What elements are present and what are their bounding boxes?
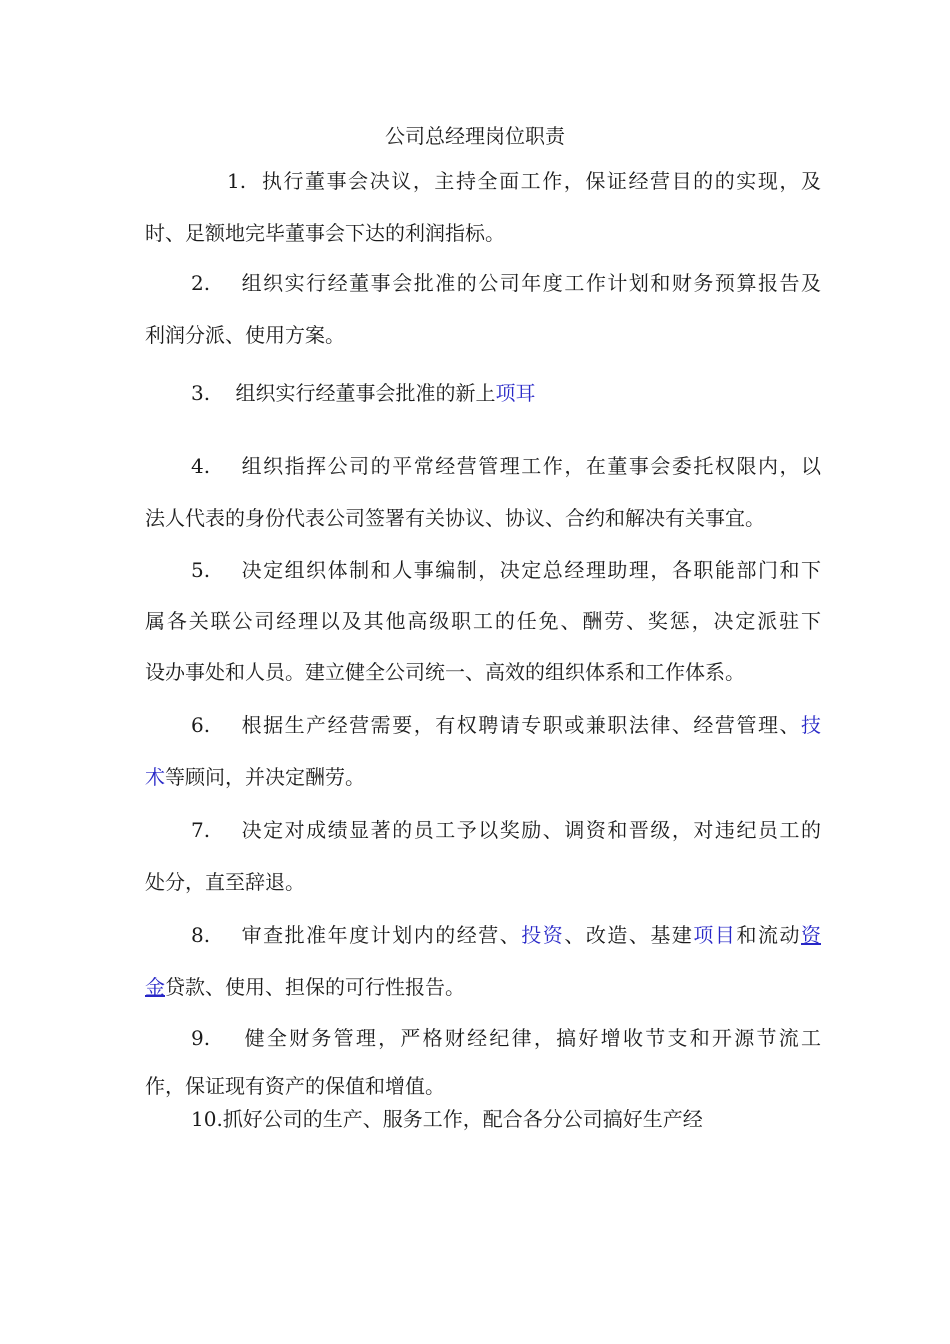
item-5-line-3: 设办事处和人员。建立健全公司统一、高效的组织体系和工作体系。 <box>145 660 745 684</box>
item-7-text: 决定对成绩显著的员工予以奖励、调资和晋级，对违纪员工的 <box>241 818 821 842</box>
item-6-line-1 <box>145 710 821 740</box>
item-9-number: 9. <box>191 1026 211 1050</box>
item-4-line-2: 法人代表的身份代表公司签署有关协议、协议、合约和解决有关事宜。 <box>145 506 765 530</box>
item-6-line-2 <box>145 762 821 792</box>
item-9-line-2: 作，保证现有资产的保值和增值。 <box>145 1074 445 1098</box>
item-1-line-1 <box>145 166 821 196</box>
item-8-text-c: 和流动 <box>736 923 801 947</box>
item-7-line-2: 处分，直至辞退。 <box>145 870 305 894</box>
item-8-number: 8. <box>191 923 211 947</box>
item-6-text-end: 等顾问，并决定酬劳。 <box>165 765 365 789</box>
item-5-line-1 <box>145 555 821 585</box>
item-8-link-fund-end[interactable]: 金 <box>145 975 165 999</box>
item-3-link[interactable]: 项耳 <box>495 381 536 405</box>
item-8-text-b: 、改造、基建 <box>564 923 694 947</box>
document-title: 公司总经理岗位职责 <box>385 124 565 148</box>
item-1-text: 执行董事会决议，主持全面工作，保证经营目的的实现，及 <box>261 169 821 193</box>
item-2-line-1 <box>145 268 821 298</box>
item-9-line-1 <box>145 1023 821 1053</box>
item-5-line-2: 属各关联公司经理以及其他高级职工的任免、酬劳、奖惩，决定派驻下 <box>145 609 821 633</box>
item-6-text: 根据生产经营需要，有权聘请专职或兼职法律、经营管理、 <box>241 713 801 737</box>
item-8-link-fund-start[interactable]: 资 <box>801 923 821 947</box>
item-10-line-1 <box>145 1104 821 1134</box>
item-4-text: 组织指挥公司的平常经营管理工作，在董事会委托权限内，以 <box>241 454 821 478</box>
item-5-number: 5. <box>191 558 211 582</box>
item-7-number: 7. <box>191 818 211 842</box>
item-1-line-2: 时、足额地完毕董事会下达的利润指标。 <box>145 221 505 245</box>
item-8-line-1 <box>145 920 821 950</box>
item-3-text: 组织实行经董事会批准的新上 <box>235 381 496 405</box>
item-9-text: 健全财务管理，严格财经纪律，搞好增收节支和开源节流工 <box>244 1026 822 1050</box>
item-6-link-start[interactable]: 技 <box>801 713 821 737</box>
item-8-text-a: 审查批准年度计划内的经营、 <box>241 923 522 947</box>
item-6-number: 6. <box>191 713 211 737</box>
item-3-number: 3. <box>191 381 211 405</box>
item-8-link-project[interactable]: 项目 <box>693 923 737 947</box>
item-10-number: 10. <box>191 1107 223 1131</box>
item-4-line-1 <box>145 451 821 481</box>
item-10-text: 抓好公司的生产、服务工作，配合各分公司搞好生产经 <box>222 1107 703 1131</box>
item-1-number: 1. <box>227 169 247 193</box>
item-8-text-end: 贷款、使用、担保的可行性报告。 <box>165 975 465 999</box>
item-8-link-investment[interactable]: 投资 <box>521 923 565 947</box>
item-6-link-end[interactable]: 术 <box>145 765 165 789</box>
item-7-line-1 <box>145 815 821 845</box>
item-2-number: 2. <box>191 271 211 295</box>
item-8-line-2 <box>145 972 821 1002</box>
item-4-number: 4. <box>191 454 211 478</box>
item-2-text: 组织实行经董事会批准的公司年度工作计划和财务预算报告及 <box>241 271 821 295</box>
item-5-text: 决定组织体制和人事编制，决定总经理助理，各职能部门和下 <box>241 558 821 582</box>
item-2-line-2: 利润分派、使用方案。 <box>145 323 345 347</box>
item-3-line-1 <box>145 378 821 408</box>
